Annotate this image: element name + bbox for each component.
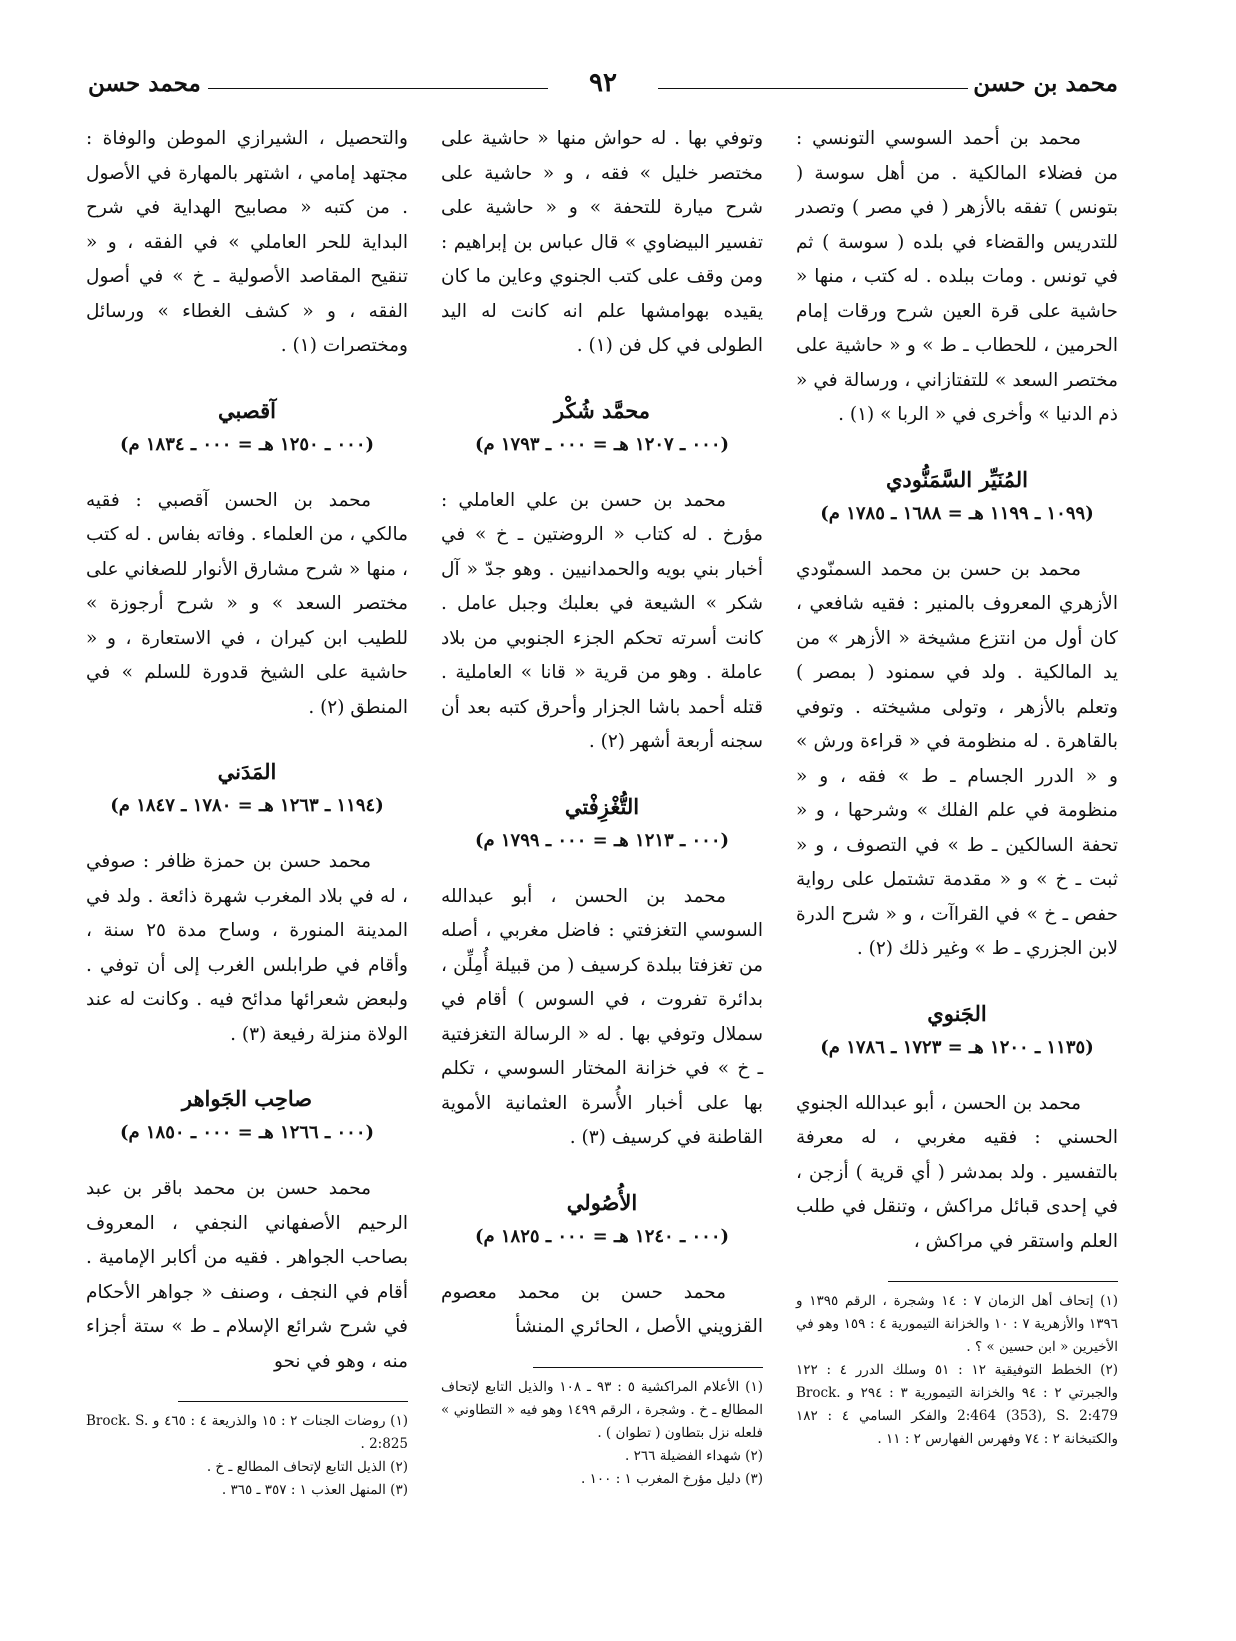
- entry-text: محمد بن الحسن ، أبو عبدالله السوسي التغزفتي : فاضل مغربي ، أصله من تغزفتا ببلدة كرسيف ( من قبيلة أُمِلِّن ، بدائرة تفروت ، في السوس ) أقام في سملال وتوفي بها . له « الرسالة التغزفتية ـ خ » في خزانة المختار السوسي ، تكلم بها على أخبار الأُسرة العثمانية الأموية القاطنة في كرسيف (٣) .: [441, 885, 763, 1148]
- entry-title: التُّغْزِفْتي: [564, 793, 640, 819]
- footnote-rule: [533, 1367, 763, 1368]
- entry-dates: (٠٠٠ ـ ١٢٤٠ هـ = ٠٠٠ ـ ١٨٢٥ م): [474, 1225, 730, 1247]
- entry-continuation: والتحصيل ، الشيرازي الموطن والوفاة : مجتهد إمامي ، اشتهر بالمهارة في الأصول . من كتبه « مصابيح الهداية في شرح البداية للحر العاملي » في الفقه ، و « تنقيح المقاصد الأصولية ـ خ » في أصول الفقه ، و « كشف الغطاء » ورسائل ومختصرات (١) .: [86, 128, 408, 356]
- entry-dates: (٠٠٠ ـ ١٢٠٧ هـ = ٠٠٠ ـ ١٧٩٣ م): [474, 433, 730, 455]
- footnote-rule: [888, 1281, 1118, 1282]
- entry-text: محمد بن الحسن ، أبو عبدالله الجنوي الحسني : فقيه مغربي ، له معرفة بالتفسير . ولد بمدشر ( أي قرية ) أزجن ، في إحدى قبائل مراكش ، وتنقل في طلب العلم واستقر في مراكش ،: [796, 1092, 1118, 1252]
- entry-dates: (٠٠٠ ـ ١٢٦٦ هـ = ٠٠٠ ـ ١٨٥٠ م): [119, 1122, 375, 1143]
- footnote: (٢) شهداء الفضيلة ٢٦٦ .: [625, 1447, 763, 1464]
- page-header: [88, 70, 1118, 106]
- footnote: (١) إتحاف أهل الزمان ٧ : ١٤ وشجرة ، الرقم ١٣٩٥ و ١٣٩٦ والأزهرية ٧ : ١٠ والخزانة التيمورية ٤ : ١٥٩ وهو في الأخيرين « ابن حسين » ؟ .: [796, 1293, 1118, 1355]
- running-head-left: محمد حسن: [88, 70, 201, 97]
- column-middle: [441, 122, 763, 1491]
- footnote-rule: [178, 1401, 408, 1402]
- column-right: [796, 122, 1118, 1451]
- entry-title: المَدَني: [217, 759, 277, 784]
- footnote: (٣) المنهل العذب ١ : ٣٥٧ ـ ٣٦٥ .: [221, 1482, 408, 1498]
- entry-continuation: وتوفي بها . له حواش منها « حاشية على مختصر خليل » فقه ، و « حاشية على شرح ميارة للتحفة » و « حاشية على تفسير البيضاوي » قال عباس بن إبراهيم : ومن وقف على كتب الجنوي وعاين ما كان يقيده بهوامشها علم انه كانت له اليد الطولى في كل فن (١) .: [441, 128, 763, 356]
- footnote: (٢) الذيل التابع لإتحاف المطالع ـ خ .: [206, 1459, 408, 1475]
- entry-dates: (٠٠٠ ـ ١٢١٣ هـ = ٠٠٠ ـ ١٧٩٩ م): [474, 829, 730, 851]
- column-left: [86, 122, 408, 1502]
- entry-text: محمد بن حسن بن محمد السمنّودي الأزهري المعروف بالمنير : فقيه شافعي ، كان أول من انتزع مشيخة « الأزهر » من يد المالكية . ولد في سمنود ( بمصر ) وتعلم بالأزهر ، وتولى مشيخته . وتوفي بالقاهرة . له منظومة في « قراءة ورش » و « الدرر الجسام ـ ط » فقه ، و « منظومة في علم الفلك » وشرحها ، و « تحفة السالكين ـ ط » في التصوف ، و « ثبت ـ خ » و « مقدمة تشتمل على رواية حفص ـ خ » في القراآت ، و « شرح الدرة لابن الجزري ـ ط » وغير ذلك (٢) .: [796, 558, 1118, 959]
- entry-dates: (٠٠٠ ـ ١٢٥٠ هـ = ٠٠٠ ـ ١٨٣٤ م): [119, 433, 375, 455]
- entry-title: محمَّد شُكْر: [553, 397, 651, 423]
- entry-text: محمد بن الحسن آقصبي : فقيه مالكي ، من العلماء . وفاته بفاس . له كتب ، منها « شرح مشارق الأنوار للصغاني على مختصر السعد » و « شرح أرجوزة » للطيب ابن كيران ، في الاستعارة ، و « حاشية على الشيخ قدورة للسلم » في المنطق (٢) .: [86, 489, 408, 718]
- entry-dates: (١٠٩٩ ـ ١١٩٩ هـ = ١٦٨٨ ـ ١٧٨٥ م): [820, 502, 1094, 524]
- header-rule-left: [208, 88, 548, 89]
- entry-dates: (١١٣٥ ـ ١٢٠٠ هـ = ١٧٢٣ ـ ١٧٨٦ م): [820, 1036, 1094, 1058]
- footnote: (٣) دليل مؤرخ المغرب ١ : ١٠٠ .: [581, 1470, 763, 1487]
- footnote: (٢) الخطط التوفيقية ١٢ : ٥١ وسلك الدرر ٤ : ١٢٢ والجبرتي ٢ : ٩٤ والخزانة التيمورية ٣ : ٢٩٤ و Brock. 2:464 (353), S. 2:479 والفكر السامي ٤ : ١٨٢ والكتبخانة ٢ : ٧٤ وفهرس الفهارس ٢ : ١١ .: [796, 1362, 1118, 1447]
- entry-text: محمد بن حسن بن علي العاملي : مؤرخ . له كتاب « الروضتين ـ خ » في أخبار بني بويه والحمدانيين . وهو جدّ « آل شكر » الشيعة في بعلبك وجبل عامل . كانت أسرته تحكم الجزء الجنوبي من بلاد عاملة . وهو من قرية « قانا » العاملية . قتله أحمد باشا الجزار وأحرق كتبه بعد أن سجنه أربعة أشهر (٢) .: [441, 489, 763, 752]
- entry-text: محمد حسن بن محمد معصوم القزويني الأصل ، الحائري المنشأ: [441, 1281, 763, 1337]
- footnote: (١) الأعلام المراكشية ٥ : ٩٣ ـ ١٠٨ والذيل التابع لإتحاف المطالع ـ خ . وشجرة ، الرقم ١٤٩٩ وهو فيه « التطاوني » فلعله نزل بتطاون ( تطوان ) .: [441, 1378, 763, 1441]
- entry-title: المُنَيِّر السَّمَنُّودي: [885, 466, 1029, 492]
- header-rule-right: [658, 88, 968, 89]
- entry-title: آقصبي: [218, 397, 276, 423]
- entry-continuation: محمد بن أحمد السوسي التونسي : من فضلاء المالكية . من أهل سوسة ( بتونس ) تفقه بالأزهر ( في مصر ) وتصدر للتدريس والقضاء في بلده ( سوسة ) ثم في تونس . ومات ببلده . له كتب ، منها « حاشية على قرة العين شرح ورقات إمام الحرمين ، للحطاب ـ ط » و « حاشية على مختصر السعد » للتفتازاني ، ورسالة في « ذم الدنيا » وأخرى في « الربا » (١) .: [796, 128, 1118, 425]
- footnote: (١) روضات الجنات ٢ : ١٥ والذريعة ٤ : ٤٦٥ و Brock. S. 2:825 .: [86, 1413, 408, 1452]
- entry-dates: (١١٩٤ ـ ١٢٦٣ هـ = ١٧٨٠ ـ ١٨٤٧ م): [110, 795, 384, 816]
- entry-title: الأُصُولي: [566, 1189, 638, 1215]
- running-head-right: محمد بن حسن: [973, 70, 1118, 97]
- page-number: ٩٢: [589, 68, 617, 98]
- entry-title: الجَنوي: [927, 1000, 987, 1026]
- entry-title: صاحِب الجَواهر: [181, 1086, 313, 1111]
- entry-text: محمد حسن بن حمزة ظافر : صوفي ، له في بلاد المغرب شهرة ذائعة . ولد في المدينة المنورة ، وساح مدة ٢٥ سنة ، وأقام في طرابلس الغرب إلى أن توفي . ولبعض شعرائها مدائح فيه . وكانت له عند الولاة منزلة رفيعة (٣) .: [86, 851, 409, 1045]
- entry-text: محمد حسن بن محمد باقر بن عبد الرحيم الأصفهاني النجفي ، المعروف بصاحب الجواهر . فقيه من أكابر الإمامية . أقام في النجف ، وصنف « جواهر الأحكام في شرح شرائع الإسلام ـ ط » ستة أجزاء منه ، وهو في نحو: [86, 1178, 408, 1372]
